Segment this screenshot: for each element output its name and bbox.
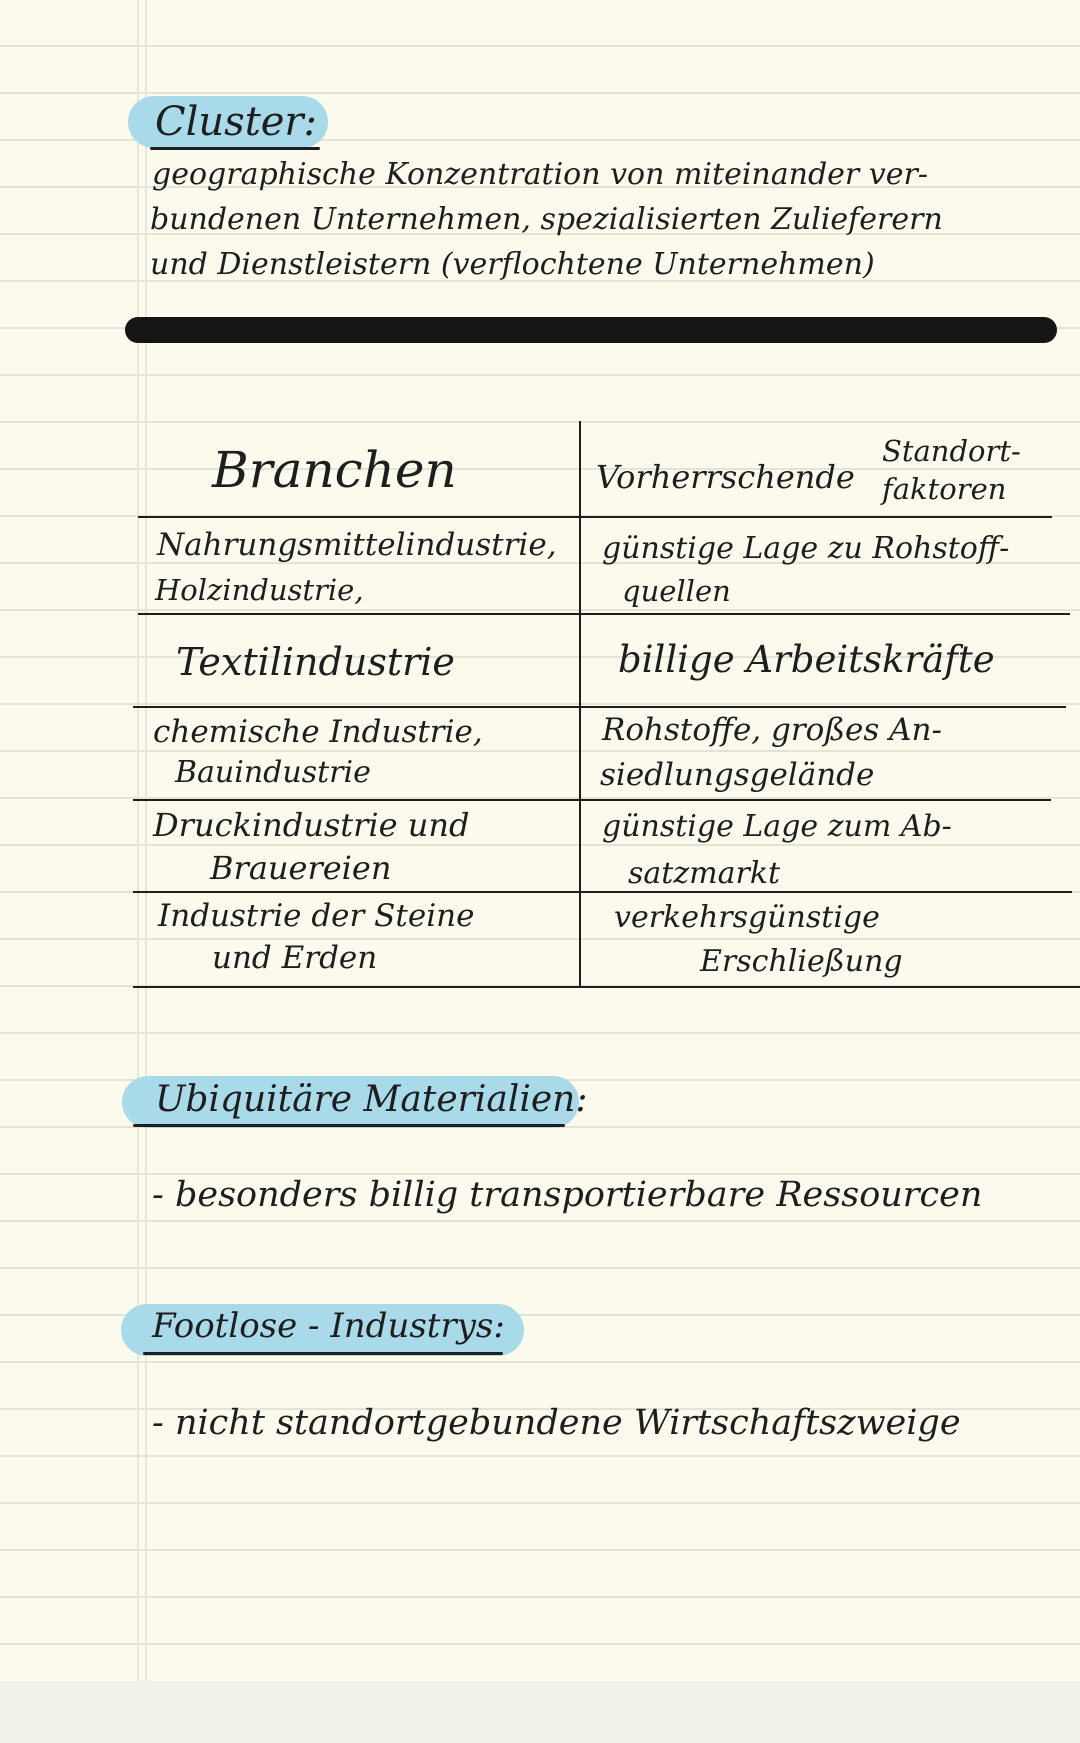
table-row-rule-3 [133, 799, 1051, 801]
table-row-4-branch-line-1: Druckindustrie und [153, 806, 470, 844]
ubiquitous-bullet: - besonders billig transportierbare Ressourcen [152, 1175, 983, 1215]
table-row-3-branch-line-1: chemische Industrie, [153, 714, 483, 750]
footloose-heading: Footlose - Industrys: [152, 1306, 505, 1346]
cluster-definition-line-3: und Dienstleistern (verflochtene Unternehmen) [150, 247, 875, 282]
table-row-rule-1 [138, 613, 1070, 615]
page-bottom-strip [0, 1681, 1080, 1743]
table-header-factors-b1: Standort- [882, 434, 1021, 468]
table-vertical-divider [579, 421, 581, 988]
table-row-rule-2 [133, 706, 1066, 708]
table-row-3-factor-line-2: siedlungsgelände [600, 757, 875, 793]
cluster-definition-line-1: geographische Konzentration von miteinander ver- [152, 157, 928, 192]
table-row-2-branch-line-1: Textilindustrie [176, 640, 455, 684]
ubiquitous-heading: Ubiquitäre Materialien: [155, 1079, 588, 1120]
table-header-factors-b2: faktoren [882, 472, 1007, 506]
table-header-rule [138, 516, 1052, 518]
table-row-5-branch-line-2: und Erden [212, 940, 378, 976]
ubiquitous-heading-underline [133, 1124, 565, 1127]
table-row-3-branch-line-2: Bauindustrie [175, 755, 371, 790]
table-row-4-branch-line-2: Brauereien [210, 849, 392, 887]
margin-line-secondary [145, 0, 147, 1683]
section-divider-bar [125, 317, 1057, 343]
table-row-4-factor-line-2: satzmarkt [628, 856, 781, 891]
table-row-1-factor-line-2: quellen [622, 574, 731, 608]
table-header-factors-a: Vorherrschende [596, 458, 855, 496]
cluster-heading: Cluster: [155, 99, 318, 145]
table-row-1-branch-line-2: Holzindustrie, [155, 573, 364, 607]
table-row-4-factor-line-1: günstige Lage zum Ab- [602, 809, 952, 844]
table-row-1-factor-line-1: günstige Lage zu Rohstoff- [602, 531, 1010, 566]
footloose-bullet: - nicht standortgebundene Wirtschaftszweige [152, 1403, 961, 1443]
table-row-5-factor-line-1: verkehrsgünstige [614, 900, 880, 935]
table-row-5-factor-line-2: Erschließung [700, 944, 903, 979]
margin-line [137, 0, 139, 1683]
cluster-definition-line-2: bundenen Unternehmen, spezialisierten Zulieferern [150, 202, 943, 237]
table-header-branches: Branchen [212, 441, 457, 499]
table-row-2-factor-line-1: billige Arbeitskräfte [618, 638, 995, 681]
table-row-rule-4 [133, 891, 1072, 893]
table-row-3-factor-line-1: Rohstoffe, großes An- [602, 712, 942, 748]
table-row-5-branch-line-1: Industrie der Steine [158, 898, 475, 934]
cluster-heading-underline [150, 147, 320, 150]
footloose-heading-underline [143, 1352, 503, 1355]
table-row-1-branch-line-1: Nahrungsmittelindustrie, [157, 527, 557, 563]
table-bottom-rule [133, 986, 1080, 988]
